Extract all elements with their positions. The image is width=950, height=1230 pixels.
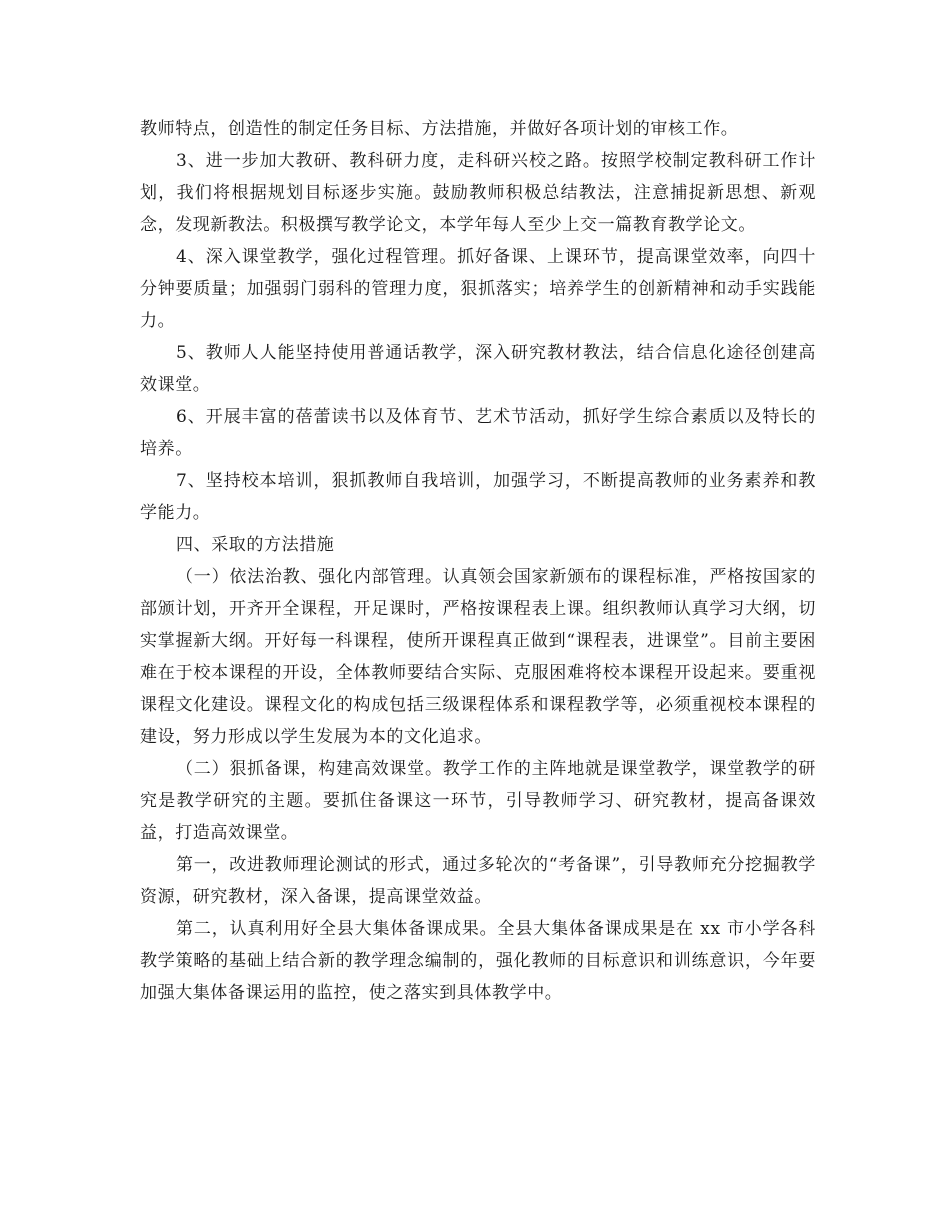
- paragraph-item-4: 4、深入课堂教学，强化过程管理。抓好备课、上课环节，提高课堂效率，向四十分钟要质量；加强弱门弱科的管理力度，狠抓落实；培养学生的创新精神和动手实践能力。: [140, 247, 816, 331]
- section-heading: 四、采取的方法措施: [176, 535, 335, 555]
- paragraph-second-point: 第二，认真利用好全县大集体备课成果。全县大集体备课成果是在 xx 市小学各科教学策略的基础上结合新的教学理念编制的，强化教师的目标意识和训练意识，今年要加强大集体备课运用的监控，使之落实到具体教学中。: [140, 919, 816, 1003]
- paragraph-item-6: 6、开展丰富的蓓蕾读书以及体育节、艺术节活动，抓好学生综合素质以及特长的培养。: [140, 407, 816, 459]
- paragraph-subsection-1: （一）依法治教、强化内部管理。认真领会国家新颁布的课程标准，严格按国家的部颁计划，开齐开全课程，开足课时，严格按课程表上课。组织教师认真学习大纲，切实掌握新大纲。开好每一科课程，使所开课程真正做到“课程表，进课堂”。目前主要困难在于校本课程的开设，全体教师要结合实际、克服困难将校本课程开设起来。要重视课程文化建设。课程文化的构成包括三级课程体系和课程教学等，必须重视校本课程的建设，努力形成以学生发展为本的文化追求。: [140, 567, 816, 747]
- paragraph-item-5: 5、教师人人能坚持使用普通话教学，深入研究教材教法，结合信息化途径创建高效课堂。: [140, 343, 816, 395]
- paragraph-item-3: 3、进一步加大教研、教科研力度，走科研兴校之路。按照学校制定教科研工作计划，我们将根据规划目标逐步实施。鼓励教师积极总结教法，注意捕捉新思想、新观念，发现新教法。积极撰写教学论文，本学年每人至少上交一篇教育教学论文。: [140, 151, 816, 235]
- paragraph-item-7: 7、坚持校本培训，狠抓教师自我培训，加强学习，不断提高教师的业务素养和教学能力。: [140, 471, 816, 523]
- paragraph-first-point: 第一，改进教师理论测试的形式，通过多轮次的“考备课”，引导教师充分挖掘教学资源，研究教材，深入备课，提高课堂效益。: [140, 855, 816, 907]
- paragraph-subsection-2: （二）狠抓备课，构建高效课堂。教学工作的主阵地就是课堂教学，课堂教学的研究是教学研究的主题。要抓住备课这一环节，引导教师学习、研究教材，提高备课效益，打造高效课堂。: [140, 759, 816, 843]
- paragraph-continuation: 教师特点，创造性的制定任务目标、方法措施，并做好各项计划的审核工作。: [140, 119, 739, 139]
- document-body: [140, 113, 816, 1009]
